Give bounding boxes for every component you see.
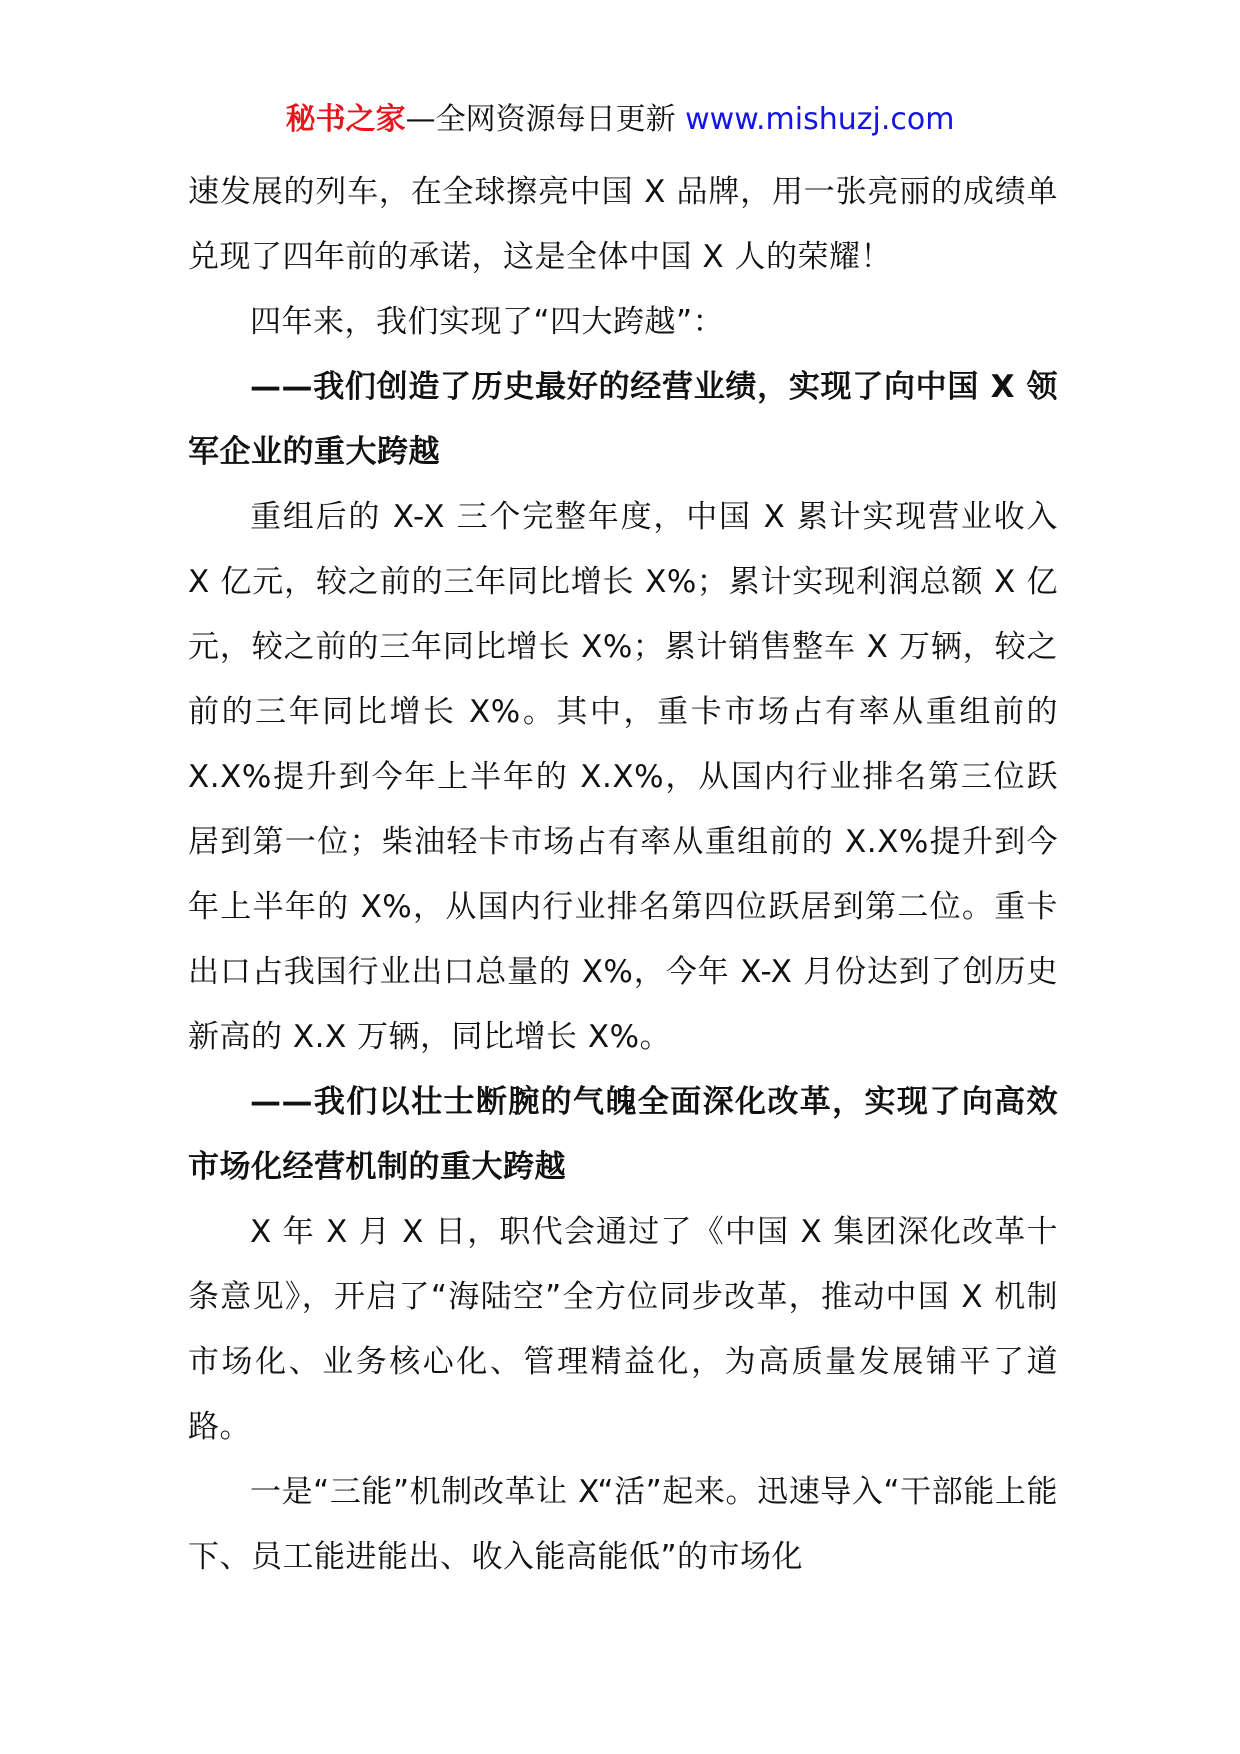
site-tagline: —全网资源每日更新 (405, 102, 676, 137)
site-url-link[interactable]: www.mishuzj.com (685, 102, 955, 137)
paragraph-intro: 四年来，我们实现了“四大跨越”： (250, 304, 725, 340)
paragraph-three-abilities: 一是“三能”机制改革让 X“活”起来。迅速导入“干部能上能下、员工能进能出、收入能高能低”的市场化 (188, 1474, 1058, 1575)
document-body (188, 160, 1058, 1590)
site-name: 秘书之家 (285, 102, 406, 137)
paragraph-continuation: 速发展的列车，在全球擦亮中国 X 品牌，用一张亮丽的成绩单兑现了四年前的承诺，这是全体中国 X 人的荣耀！ (188, 174, 1058, 275)
page-header (0, 100, 1240, 140)
section-heading-reform: ——我们以壮士断腕的气魄全面深化改革，实现了向高效市场化经营机制的重大跨越 (188, 1084, 1058, 1185)
paragraph-performance: 重组后的 X-X 三个完整年度，中国 X 累计实现营业收入 X 亿元，较之前的三年同比增长 X%；累计实现利润总额 X 亿元，较之前的三年同比增长 X%；累计销售整车 X 万辆，较之前的三年同比增长 X%。其中，重卡市场占有率从重组前的 X.X%提升到今年上半年的 X.X%，从国内行业排名第三位跃居到第一位；柴油轻卡市场占有率从重组前的 X.X%提升到今年上半年的 X%，从国内行业排名第四位跃居到第二位。重卡出口占我国行业出口总量的 X%，今年 X-X 月份达到了创历史新高的 X.X 万辆，同比增长 X%。 (188, 499, 1058, 1055)
section-heading-performance: ——我们创造了历史最好的经营业绩，实现了向中国 X 领军企业的重大跨越 (188, 369, 1058, 470)
paragraph-reform: X 年 X 月 X 日，职代会通过了《中国 X 集团深化改革十条意见》，开启了“海陆空”全方位同步改革，推动中国 X 机制市场化、业务核心化、管理精益化，为高质量发展铺平了道路。 (188, 1214, 1058, 1445)
